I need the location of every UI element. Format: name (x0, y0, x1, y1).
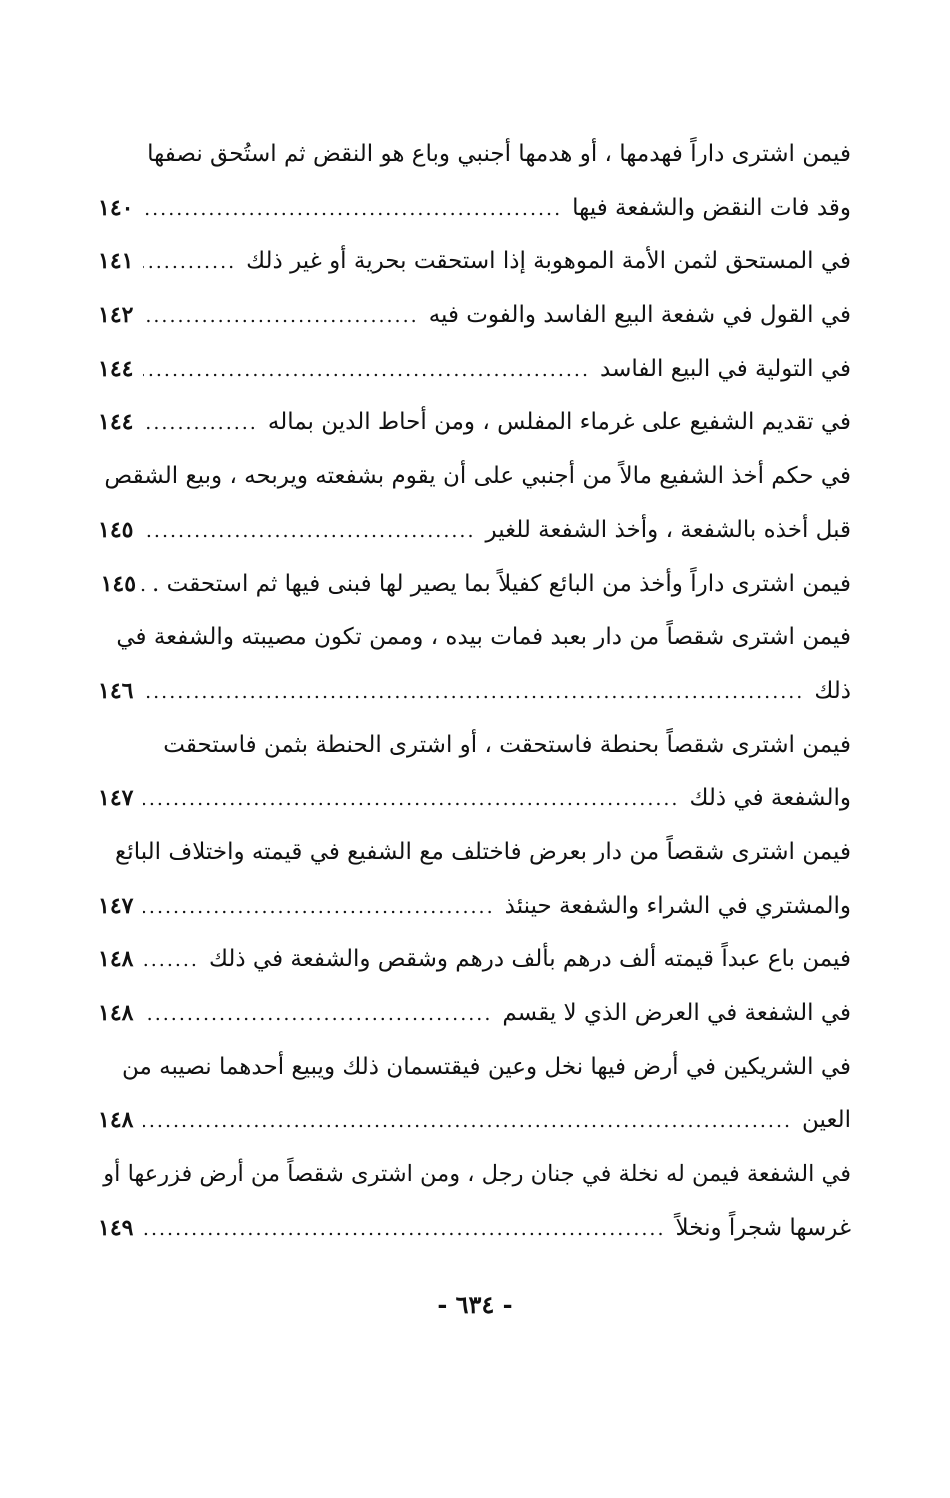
toc-line (98, 665, 851, 719)
dot-leader (143, 1095, 792, 1148)
entry-text: في تقديم الشفيع على غرماء المفلس ، ومن أحاط الدين بماله (267, 409, 851, 436)
entry-text: وقد فات النقض والشفعة فيها (572, 194, 851, 221)
entry-text: في حكم أخذ الشفيع مالاً من أجنبي على أن يقوم بشفعته ويربحه ، وبيع الشقص (104, 463, 851, 490)
toc-line (98, 1094, 851, 1148)
entry-text: في القول في شفعة البيع الفاسد والفوت فيه (428, 302, 851, 329)
entry-page-number: ١٤٦ (98, 677, 134, 704)
entry-text: فيمن اشترى شقصاً من دار بعرض فاختلف مع الشفيع في قيمته واختلاف البائع (115, 838, 851, 865)
toc-line (98, 396, 851, 450)
dot-leader (143, 290, 418, 343)
entry-text: والمشتري في الشراء والشفعة حينئذ (504, 892, 851, 919)
toc-line (98, 450, 851, 504)
entry-page-number: ١٤٢ (98, 302, 134, 329)
toc-line (98, 772, 851, 826)
entry-page-number: ١٤١ (98, 248, 134, 275)
entry-page-number: ١٤٧ (98, 892, 134, 919)
entry-text: فيمن اشترى شقصاً بحنطة فاستحقت ، أو اشترى الحنطة بثمن فاستحقت (163, 731, 851, 758)
dot-leader (143, 344, 590, 397)
entry-text: قبل أخذه بالشفعة ، وأخذ الشفعة للغير (485, 516, 851, 543)
dot-leader (140, 559, 148, 612)
entry-text: فيمن اشترى داراً فهدمها ، أو هدمها أجنبي وباع هو النقض ثم استُحق نصفها (147, 141, 851, 167)
entry-text: والشفعة في ذلك (689, 785, 851, 812)
toc-line (98, 182, 851, 236)
entry-text: في التولية في البيع الفاسد (600, 355, 851, 382)
toc-line (98, 504, 851, 558)
entry-page-number: ١٤٨ (98, 1107, 134, 1134)
dot-leader (143, 183, 562, 236)
toc-line (98, 611, 851, 665)
entry-page-number: ١٤٧ (98, 785, 134, 812)
entry-page-number: ١٤٨ (98, 946, 134, 973)
entry-text: في الشفعة في العرض الذي لا يقسم (502, 1000, 851, 1026)
entry-page-number: ١٤٤ (98, 409, 134, 436)
dot-leader (143, 236, 236, 289)
toc-line (98, 933, 851, 987)
entry-page-number: ١٤٥ (98, 516, 134, 543)
dot-leader (143, 881, 494, 934)
entry-page-number: ١٤٠ (98, 194, 134, 221)
toc-line (98, 343, 851, 397)
toc-line (98, 128, 851, 182)
page-number: - ٦٣٤ - (437, 1290, 513, 1319)
entry-text: فيمن باع عبداً قيمته ألف درهم بألف درهم وشقص والشفعة في ذلك (208, 946, 851, 973)
entry-page-number: ١٤٩ (98, 1214, 134, 1241)
toc-line (98, 1202, 851, 1256)
entry-page-number: ١٤٥ (100, 570, 137, 597)
entry-text: غرسها شجراً ونخلاً (675, 1214, 851, 1241)
toc-line (98, 880, 851, 934)
entry-text: ذلك (814, 677, 851, 704)
toc-line (98, 1148, 851, 1202)
dot-leader (143, 666, 804, 719)
dot-leader (143, 505, 475, 558)
toc-line (98, 987, 851, 1041)
dot-leader (143, 988, 492, 1041)
entry-text: في الشريكين في أرض فيها نخل وعين فيقتسمان ذلك ويبيع أحدهما نصيبه من (121, 1053, 851, 1080)
dot-leader (143, 934, 199, 987)
table-of-contents (98, 128, 851, 1255)
entry-text: في الشفعة فيمن له نخلة في جنان رجل ، ومن اشترى شقصاً من أرض فزرعها أو (103, 1161, 851, 1188)
entry-text: فيمن اشترى شقصاً من دار بعبد فمات بيده ، وممن تكون مصيبته والشفعة في (116, 624, 851, 651)
dot-leader (143, 397, 257, 450)
dot-leader (143, 1203, 665, 1256)
toc-line (98, 826, 851, 880)
dot-leader (143, 773, 679, 826)
entry-text: فيمن اشترى داراً وأخذ من البائع كفيلاً بما يصير لها فبنى فيها ثم استحقت . (152, 570, 851, 597)
toc-line (98, 719, 851, 773)
entry-page-number: ١٤٤ (98, 355, 134, 382)
entry-page-number: ١٤٨ (98, 1000, 134, 1026)
toc-line (98, 1041, 851, 1095)
entry-text: في المستحق لثمن الأمة الموهوبة إذا استحقت بحرية أو غير ذلك (246, 248, 851, 275)
toc-line (98, 289, 851, 343)
entry-text: العين (802, 1107, 851, 1134)
toc-line (98, 235, 851, 289)
toc-line (98, 558, 851, 612)
